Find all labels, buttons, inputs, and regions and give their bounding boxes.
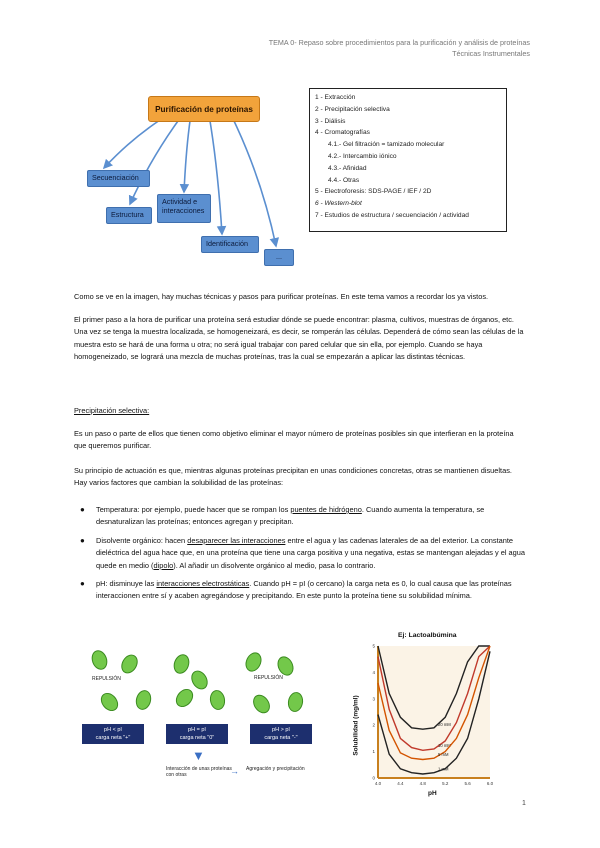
protein-molecule [172,686,196,711]
y-tick-label: 1 [372,749,375,755]
x-tick-label: 4.4 [397,781,404,786]
arrow-more [234,121,276,246]
step-subitem: 4.3.- Afinidad [328,164,367,172]
step-item: 2 - Precipitación selectiva [315,105,390,113]
mindmap-arrows [0,0,600,290]
bullet-icon: ● [80,535,85,545]
step-item: 1 - Extracción [315,94,356,101]
bullet-icon: ● [80,579,85,589]
protein-molecule [118,652,141,677]
steps-box [309,88,507,232]
x-tick-label: 4.8 [419,781,426,786]
factor-list [74,504,526,609]
solubility-chart [340,632,500,802]
bullet-icon: ● [80,505,85,514]
precip-paragraph-2: Su principio de actuación es que, mientras algunas proteínas precipitan en unas condiciones concretas, otras se mantienen disueltas. Hay varios factores que cambian la solubilidad de las proteínas: [74,466,512,488]
protein-molecule [208,689,226,711]
y-tick-label: 5 [372,643,375,649]
protein-molecule [89,648,110,672]
step-item: 3 - Diálisis [315,117,346,125]
protein-molecule [134,688,154,711]
caption-aggregation: Agregación y precipitación [246,766,305,772]
y-tick-label: 3 [372,696,375,702]
header-line-2: Técnicas Instrumentales [452,48,530,58]
header-line-1: TEMA 0- Repaso sobre procedimientos para la purificación y análisis de proteínas [268,38,530,47]
protein-molecule [188,668,211,693]
protein-molecule [250,692,274,717]
step-subitem: 4.2.- Intercambio iónico [328,152,397,160]
node-estructura: Estructura [106,207,152,224]
intro-paragraph-2: El primer paso a la hora de purificar una proteína será estudiar dónde se puede encontrar: plasma, cultivos, muestras de órganos, etc. Una vez se tenga la muestra localizada, se homogeneizará, es decir, se romperán las células. Dependerá de cómo sean las células de la muestra esto se hará de una forma u otra; no será igual trabajar con pared celular que sin ella, por ejemplo. Cuando se haya homogeneizado, se logrará una mezcla de muchas proteínas, tras la cual se empezarán a aplicar las distintas técnicas. [74,315,524,362]
precip-paragraph-1: Es un paso o parte de ellos que tienen como objetivo eliminar el mayor número de proteínas posibles sin que interfieran en la proteína que queremos purificar. [74,429,514,451]
y-tick-label: 0 [372,775,375,781]
chart-ylabel: Solubilidad (mg/ml) [352,695,360,756]
node-secuenciacion: Secuenciación [87,170,150,187]
y-tick-label: 4 [372,669,375,675]
chart-xlabel: pH [428,790,437,797]
factor-temperature: ● Temperatura: por ejemplo, puede hacer que se rompan los puentes de hidrógeno. Cuando aumenta la temperatura, se desnaturalizan las proteínas; entonces agregan y precipitan. [80,505,485,527]
x-tick-label: 5.2 [442,781,449,786]
repulsion-label: REPULSIÓN [92,676,121,682]
arrow-actividad [184,121,190,192]
step-subitem: 4.4.- Otras [328,176,360,184]
intro-paragraph-1: Como se ve en la imagen, hay muchas técnicas y pasos para purificar proteínas. En este tema vamos a recordar los ya vistos. [74,292,489,301]
protein-molecule [171,652,192,676]
x-tick-label: 4.0 [374,781,382,786]
node-actividad: Actividad e interacciones [157,194,211,223]
step-item: 6 - Western-blot [315,200,362,208]
factor-solvent: ● Disolvente orgánico: hacen desaparecer las interacciones entre el agua y las cadenas laterales de aa del exterior. La constante dieléctrica del agua hace que, en una proteína que tiene una carga positiva y una negativa, estas se mantengan alejadas y el agua quede en medio (dipolo). Al añadir un disolvente orgánico al medio, pasa lo contrario. [80,535,525,570]
node-more: ... [264,249,294,266]
aggregation-figure [74,640,324,800]
ph-box-3: pH > pI carga neta "-" [250,724,312,744]
repulsion-label: REPULSIÓN [254,675,283,681]
caption-interaction: Interacción de unas proteínas con otras [166,766,232,778]
node-identificacion: Identificación [201,236,259,253]
protein-molecule [97,690,121,715]
arrow-right-icon: → [230,766,239,776]
arrow-identificacion [210,121,222,234]
ph-box-1: pH < pI carga neta "+" [82,724,144,744]
protein-molecule [242,650,264,674]
chart-title: Ej: Lactoalbúmina [398,632,457,639]
series-label: 1 mM [438,766,449,772]
series-label: 5 mM [438,752,449,758]
chart-plot-area [370,642,496,788]
series-label: 10 mM [438,742,451,748]
protein-molecule [286,691,304,713]
y-tick-label: 2 [372,722,375,728]
arrow-estructura [130,121,178,204]
step-item: 4 - Cromatografías [315,129,370,137]
x-tick-label: 6.0 [486,781,494,786]
ph-box-2: pH = pI carga neta "0" [166,724,228,744]
arrow-down-icon: ▼ [192,748,205,763]
section-title: Precipitación selectiva: [74,406,150,415]
page-number: 1 [522,800,526,807]
factor-ph: ● pH: disminuye las interacciones electrostáticas. Cuando pH = pI (o cercano) la carga neta es 0, lo cual causa que las proteínas interaccionen entre sí y acaben agregándose y precipitando. En este punto la proteína tiene su solubilidad mínima. [80,579,512,601]
step-subitem: 4.1.- Gel filtración = tamizado molecular [328,141,445,149]
series-label: 20 mM [438,721,451,727]
step-item: 5 - Electroforesis: SDS-PAGE / IEF / 2D [315,188,432,196]
x-tick-label: 5.6 [464,781,471,786]
mindmap-root: Purificación de proteínas [148,96,260,122]
step-item: 7 - Estudios de estructura / secuenciación / actividad [315,211,469,219]
